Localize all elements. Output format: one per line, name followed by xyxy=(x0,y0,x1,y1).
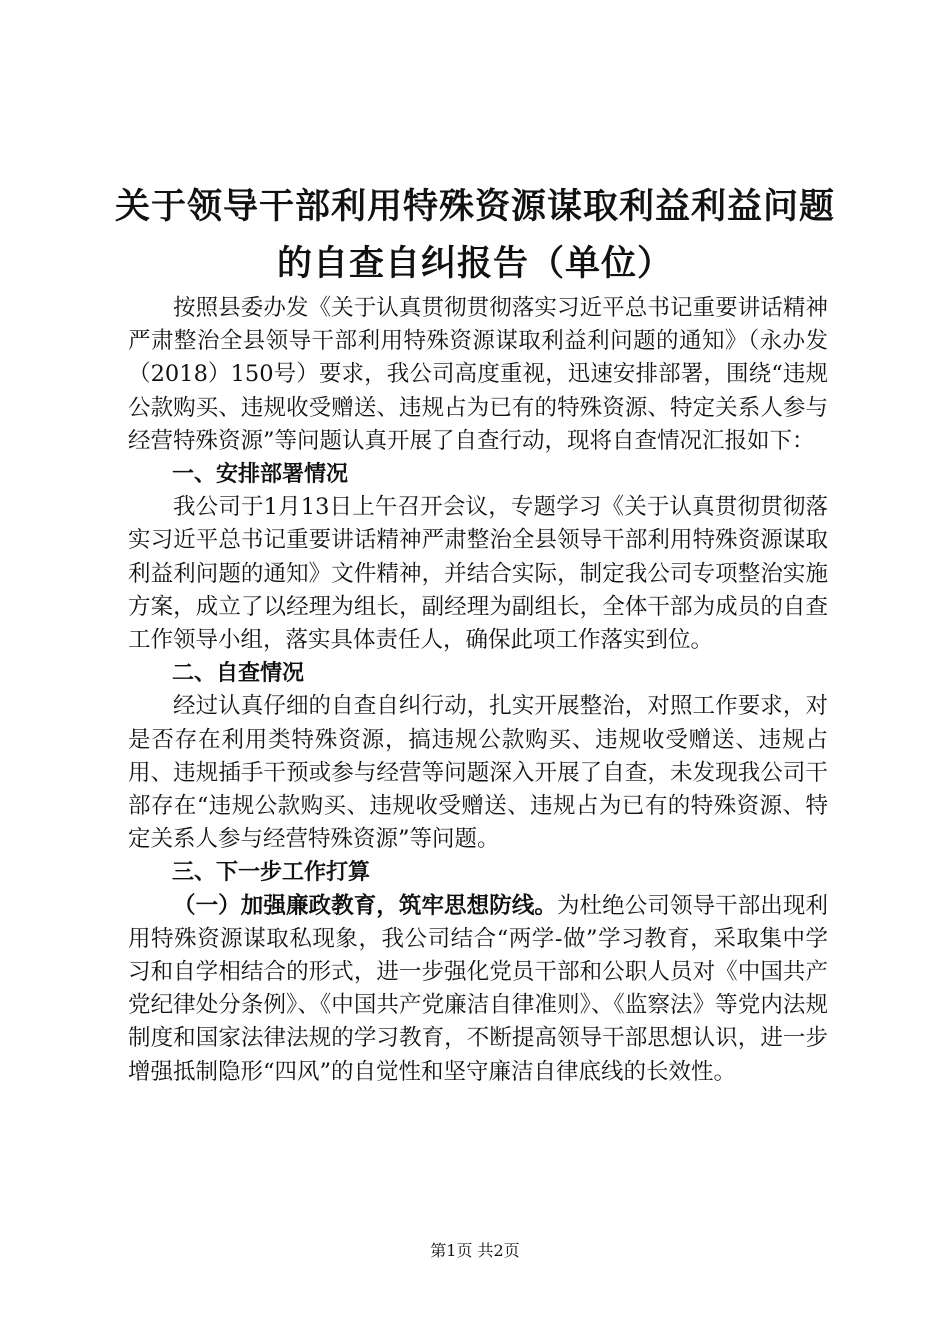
page-footer: 第1页 共2页 xyxy=(430,1241,520,1260)
document-title-line1: 关于领导干部利用特殊资源谋取利益利益问题 xyxy=(114,187,835,227)
section3-heading: 三、下一步工作打算 xyxy=(172,860,371,886)
section3-sub1-paragraph xyxy=(128,890,828,1089)
section1-heading: 一、安排部署情况 xyxy=(172,462,349,488)
intro-paragraph: 按照县委办发《关于认真贯彻贯彻落实习近平总书记重要讲话精神严肃整治全县领导干部利用特殊资源谋取利益利问题的通知》（永办发（2018）150号）要求，我公司高度重视，迅速安排部署，围绕“违规公款购买、违规收受赠送、违规占为已有的特殊资源、特定关系人参与经营特殊资源”等问题认真开展了自查行动，现将自查情况汇报如下： xyxy=(128,295,828,454)
section2-heading: 二、自查情况 xyxy=(172,661,305,687)
document-body xyxy=(128,292,828,1089)
section1-paragraph: 我公司于1月13日上午召开会议，专题学习《关于认真贯彻贯彻落实习近平总书记重要讲话精神严肃整治全县领导干部利用特殊资源谋取利益利问题的通知》文件精神，并结合实际，制定我公司专项整治实施方案，成立了以经理为组长，副经理为副组长，全体干部为成员的自查工作领导小组，落实具体责任人，确保此项工作落实到位。 xyxy=(128,494,828,654)
document-title-line2: 的自查自纠报告（单位） xyxy=(276,244,673,284)
section3-sub1-text: 为杜绝公司领导干部出现利用特殊资源谋取私现象，我公司结合“两学-做”学习教育，采取集中学习和自学相结合的形式，进一步强化党员干部和公职人员对《中国共产党纪律处分条例》、《中国共产党廉洁自律准则》、《监察法》等党内法规制度和国家法律法规的学习教育，不断提高领导干部思想认识，进一步增强抵制隐形“四风”的自觉性和坚守廉洁自律底线的长效性。 xyxy=(128,892,828,1085)
section3-sub1-lead: （一）加强廉政教育，筑牢思想防线。 xyxy=(173,892,557,919)
section2-paragraph: 经过认真仔细的自查自纠行动，扎实开展整治，对照工作要求，对是否存在利用类特殊资源，搞违规公款购买、违规收受赠送、违规占用、违规插手干预或参与经营等问题深入开展了自查，未发现我公司干部存在“违规公款购买、违规收受赠送、违规占为已有的特殊资源、特定关系人参与经营特殊资源”等问题。 xyxy=(128,693,828,853)
